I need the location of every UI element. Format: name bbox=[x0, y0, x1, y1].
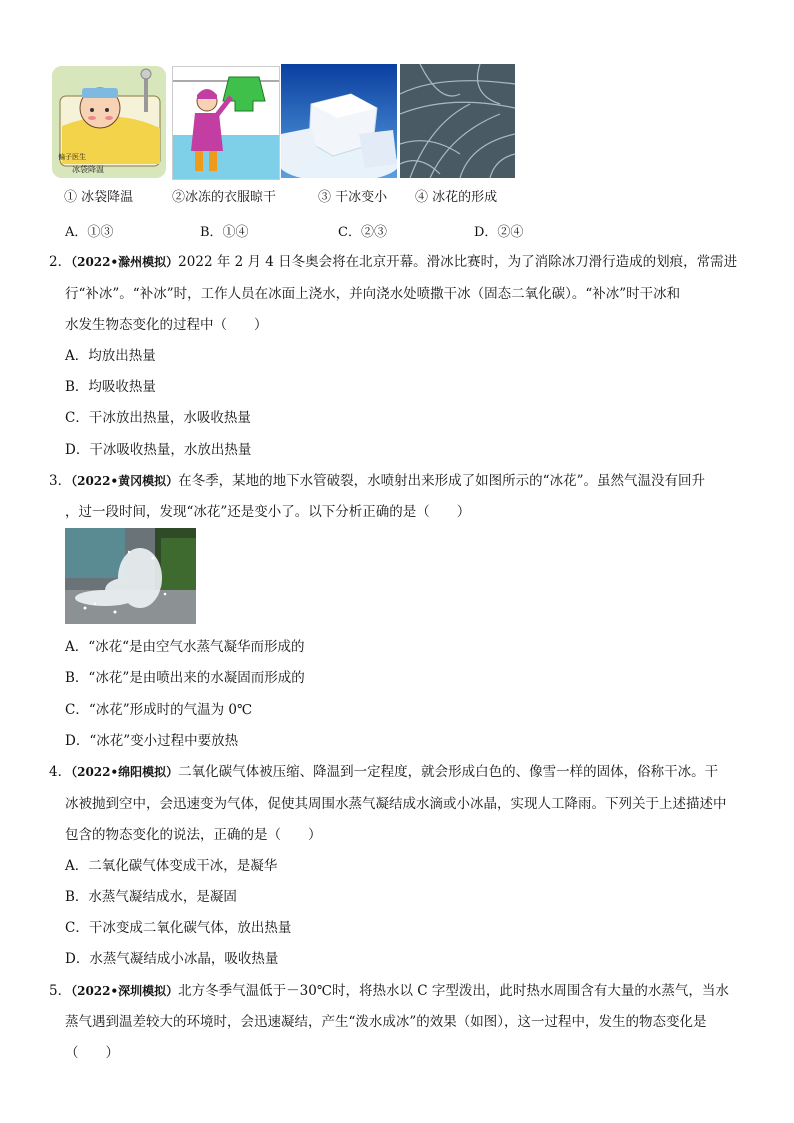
q4-stem-line-1 bbox=[49, 762, 718, 782]
q4-option-c: C．干冰变成二氧化碳气体，放出热量 bbox=[65, 920, 292, 936]
q2-stem-line-3: 水发生物态变化的过程中（ ） bbox=[65, 317, 268, 333]
q2-stem-line-1 bbox=[49, 252, 737, 272]
caption-4: ④ 冰花的形成 bbox=[415, 190, 498, 205]
q1-option-c: C．②③ bbox=[338, 225, 387, 240]
image-dry-ice bbox=[281, 64, 397, 178]
q3-option-c: C．“冰花”形成时的气温为 0℃ bbox=[65, 702, 253, 718]
q4-stem-line-2: 冰被抛到空中，会迅速变为气体，促使其周围水蒸气凝结成水滴或小冰晶，实现人工降雨。下列关于上述描述中 bbox=[65, 796, 727, 812]
q2-source: （2022•滁州模拟） bbox=[71, 255, 179, 269]
q5-stem-line-3: （ ） bbox=[65, 1045, 119, 1061]
q4-text-1: 二氧化碳气体被压缩、降温到一定程度，就会形成白色的、像雪一样的固体，俗称干冰。干 bbox=[178, 764, 719, 780]
q4-number: 4． bbox=[49, 764, 72, 780]
q5-text-1: 北方冬季气温低于－30℃时，将热水以 C 字型泼出，此时热水周围含有大量的水蒸气，当水 bbox=[178, 983, 729, 999]
pic1-label-title: 冰袋降温 bbox=[72, 165, 104, 174]
q3-text-1: 在冬季，某地的地下水管破裂，水喷射出来形成了如图所示的“冰花”。虽然气温没有回升 bbox=[178, 473, 705, 489]
q3-number: 3． bbox=[49, 473, 72, 489]
q4-stem-line-3: 包含的物态变化的说法，正确的是（ ） bbox=[65, 827, 322, 843]
image-frozen-clothes-drying bbox=[172, 66, 280, 180]
image-ice-bag-cooling bbox=[52, 66, 166, 178]
pic1-label-author: 偏子医生 bbox=[58, 153, 86, 161]
q4-source: （2022•绵阳模拟） bbox=[71, 765, 179, 779]
q2-option-a: A．均放出热量 bbox=[65, 348, 156, 364]
q5-stem-line-1 bbox=[49, 981, 729, 1001]
q1-option-b: B．①④ bbox=[200, 225, 249, 240]
q2-text-1: 2022 年 2 月 4 日冬奥会将在北京开幕。滑冰比赛时，为了消除冰刀滑行造成的划痕，常需进 bbox=[178, 254, 738, 270]
q2-option-b: B．均吸收热量 bbox=[65, 379, 156, 395]
q3-stem-line-2: ，过一段时间，发现“冰花”还是变小了。以下分析正确的是（ ） bbox=[65, 504, 471, 520]
q2-option-c: C．干冰放出热量，水吸收热量 bbox=[65, 410, 251, 426]
q5-number: 5． bbox=[49, 983, 72, 999]
q3-stem-line-1 bbox=[49, 471, 705, 491]
q3-option-d: D．“冰花”变小过程中要放热 bbox=[65, 733, 239, 749]
caption-2: ②冰冻的衣服晾干 bbox=[172, 190, 277, 205]
q1-option-a: A．①③ bbox=[65, 225, 114, 240]
q4-option-b: B．水蒸气凝结成水，是凝固 bbox=[65, 889, 237, 905]
q5-stem-line-2: 蒸气遇到温差较大的环境时，会迅速凝结，产生“泼水成冰”的效果（如图），这一过程中，发生的物态变化是 bbox=[65, 1014, 707, 1030]
q5-source: （2022•深圳模拟） bbox=[71, 984, 179, 998]
image-ice-flowers bbox=[400, 64, 515, 178]
q2-stem-line-2: 行“补冰”。“补冰”时，工作人员在冰面上浇水，并向浇水处喷撒干冰（固态二氧化碳）。“补冰”时干冰和 bbox=[65, 286, 681, 302]
q4-option-a: A．二氧化碳气体变成干冰，是凝华 bbox=[65, 858, 278, 874]
q2-option-d: D．干冰吸收热量，水放出热量 bbox=[65, 442, 252, 458]
q2-number: 2． bbox=[49, 254, 72, 270]
caption-3: ③ 干冰变小 bbox=[318, 190, 388, 205]
q3-option-b: B．“冰花”是由喷出来的水凝固而形成的 bbox=[65, 670, 305, 686]
q4-option-d: D．水蒸气凝结成小冰晶，吸收热量 bbox=[65, 951, 279, 967]
q1-option-d: D．②④ bbox=[474, 225, 524, 240]
q3-source: （2022•黄冈模拟） bbox=[71, 474, 179, 488]
caption-1: ① 冰袋降温 bbox=[64, 190, 134, 205]
image-ice-flower-burst-pipe bbox=[65, 528, 196, 624]
q3-option-a: A．“冰花“是由空气水蒸气凝华而形成的 bbox=[65, 639, 305, 655]
